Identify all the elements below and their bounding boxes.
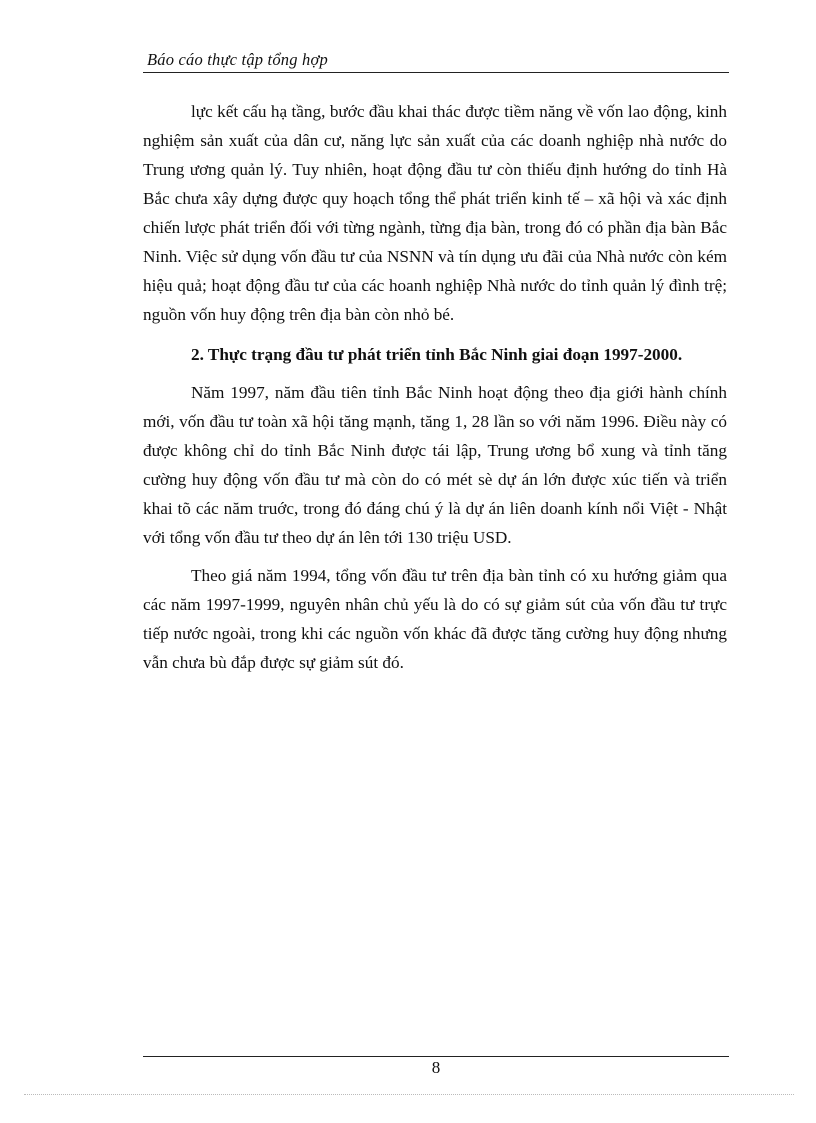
paragraph-1994-prices: Theo giá năm 1994, tổng vốn đầu tư trên địa bàn tỉnh có xu hướng giảm qua các năm 1997-1999, nguyên nhân chủ yếu là do có sự giảm sút của vốn đầu tư trực tiếp nước ngoài, trong khi các nguồn vốn khác đã được tăng cường huy động nhưng vẫn chưa bù đắp được sự giảm sút đó. <box>143 566 727 672</box>
header-title: Báo cáo thực tập tổng hợp <box>147 50 328 69</box>
page-number: 8 <box>431 1058 441 1077</box>
page-header <box>143 50 729 73</box>
page-edge-divider <box>24 1094 794 1095</box>
document-body <box>143 97 727 677</box>
paragraph-continuation: lực kết cấu hạ tầng, bước đầu khai thác được tiềm năng về vốn lao động, kinh nghiệm sản xuất của dân cư, năng lực sản xuất của các doanh nghiệp nhà nước do Trung ương quản lý. Tuy nhiên, hoạt động đầu tư còn thiếu định hướng do tỉnh Hà Bắc chưa xây dựng được quy hoạch tổng thể phát triển kinh tế – xã hội và xác định chiến lược phát triển đối với từng ngành, từng địa bàn, trong đó có phần địa bàn Bắc Ninh. Việc sử dụng vốn đầu tư của NSNN và tín dụng ưu đãi của Nhà nước còn kém hiệu quả; hoạt động đầu tư của các hoanh nghiệp Nhà nước do tỉnh quản lý đình trệ; nguồn vốn huy động trên địa bàn còn nhỏ bé. <box>143 102 727 324</box>
footer-divider <box>143 1056 729 1057</box>
paragraph-1997: Năm 1997, năm đầu tiên tỉnh Bắc Ninh hoạt động theo địa giới hành chính mới, vốn đầu tư toàn xã hội tăng mạnh, tăng 1, 28 lần so với năm 1996. Điều này có được không chỉ do tỉnh Bắc Ninh được tái lập, Trung ương bổ xung và tỉnh tăng cường huy động vốn đầu tư mà còn do có mét sè dự án lớn được xúc tiến và triển khai tõ các năm truớc, trong đó đáng chú ý là dự án liên doanh kính nổi Việt - Nhật với tổng vốn đầu tư theo dự án lên tới 130 triệu USD. <box>143 383 727 547</box>
section-heading: 2. Thực trạng đầu tư phát triển tỉnh Bắc Ninh giai đoạn 1997-2000. <box>191 345 683 364</box>
